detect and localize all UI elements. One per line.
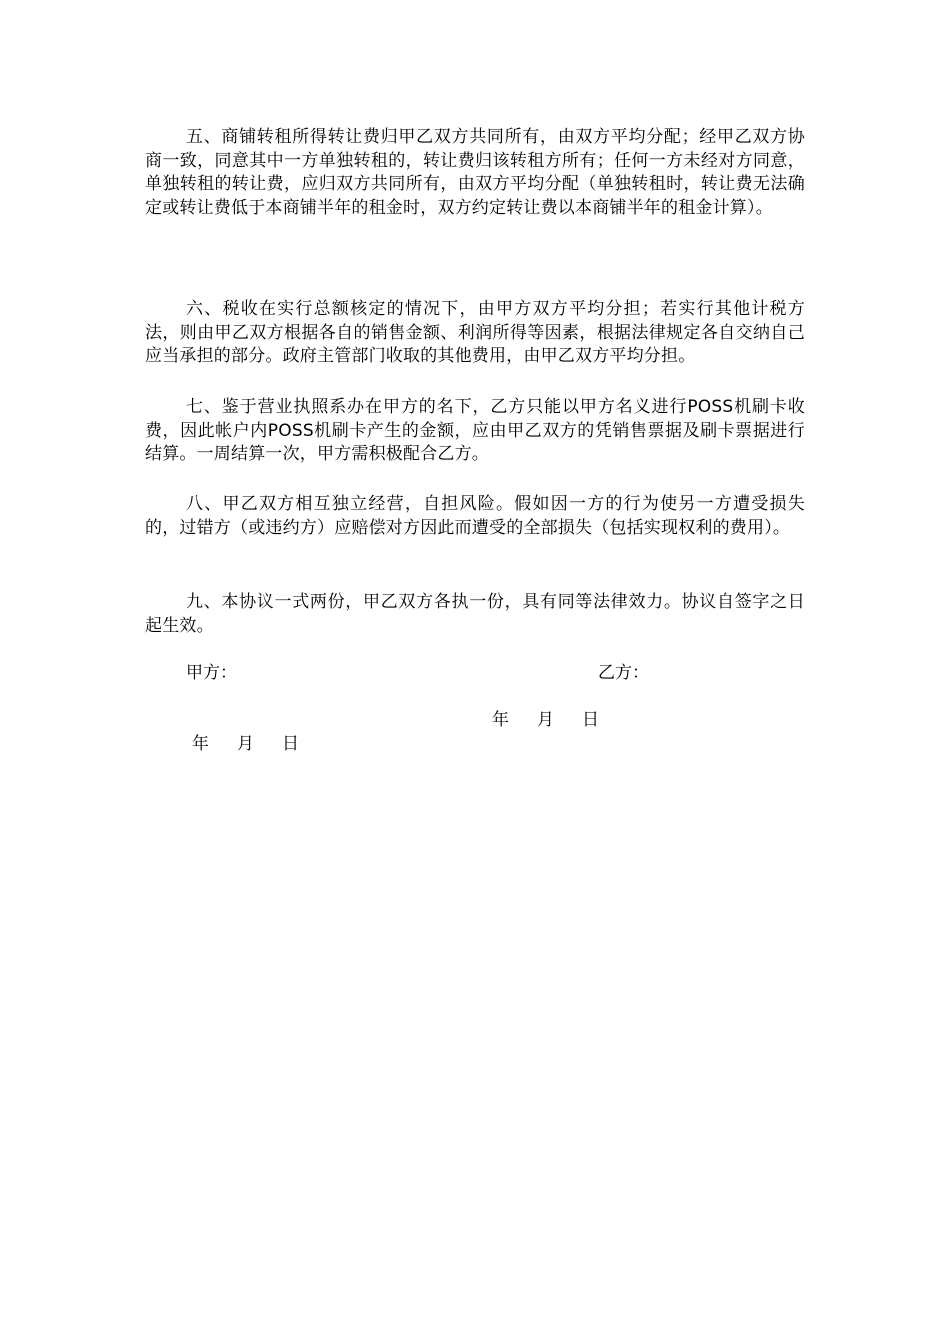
clause-7: 七、鉴于营业执照系办在甲方的名下，乙方只能以甲方名义进行POSS机刷卡收费，因此帐户内POSS机刷卡产生的金额，应由甲乙双方的凭销售票据及刷卡票据进行结算。一周结算一次，甲方需积极配合乙方。 <box>145 397 805 464</box>
date-day: 日 <box>282 734 299 754</box>
party-b-label: 乙方： <box>598 663 649 683</box>
clause-6: 六、税收在实行总额核定的情况下，由甲方双方平均分担；若实行其他计税方法，则由甲乙双方根据各自的销售金额、利润所得等因素，根据法律规定各自交纳自己应当承担的部分。政府主管部门收取的其他费用，由甲乙双方平均分担。 <box>145 299 805 366</box>
party-a-date <box>192 733 299 756</box>
clause-9: 九、本协议一式两份，甲乙双方各执一份，具有同等法律效力。协议自签字之日起生效。 <box>145 592 805 636</box>
date-month: 月 <box>537 710 554 730</box>
clause-5: 五、商铺转租所得转让费归甲乙双方共同所有，由双方平均分配；经甲乙双方协商一致，同意其中一方单独转租的，转让费归该转租方所有；任何一方未经对方同意，单独转租的转让费，应归双方共同所有，由双方平均分配（单独转租时，转让费无法确定或转让费低于本商铺半年的租金时，双方约定转让费以本商铺半年的租金计算）。 <box>145 127 805 218</box>
date-year: 年 <box>192 734 209 754</box>
party-b-date <box>492 709 599 732</box>
date-month: 月 <box>237 734 254 754</box>
party-a-label: 甲方： <box>186 663 237 683</box>
date-day: 日 <box>582 710 599 730</box>
date-year: 年 <box>492 710 509 730</box>
clause-8: 八、甲乙双方相互独立经营，自担风险。假如因一方的行为使另一方遭受损失的，过错方（或违约方）应赔偿对方因此而遭受的全部损失（包括实现权利的费用）。 <box>145 494 805 538</box>
